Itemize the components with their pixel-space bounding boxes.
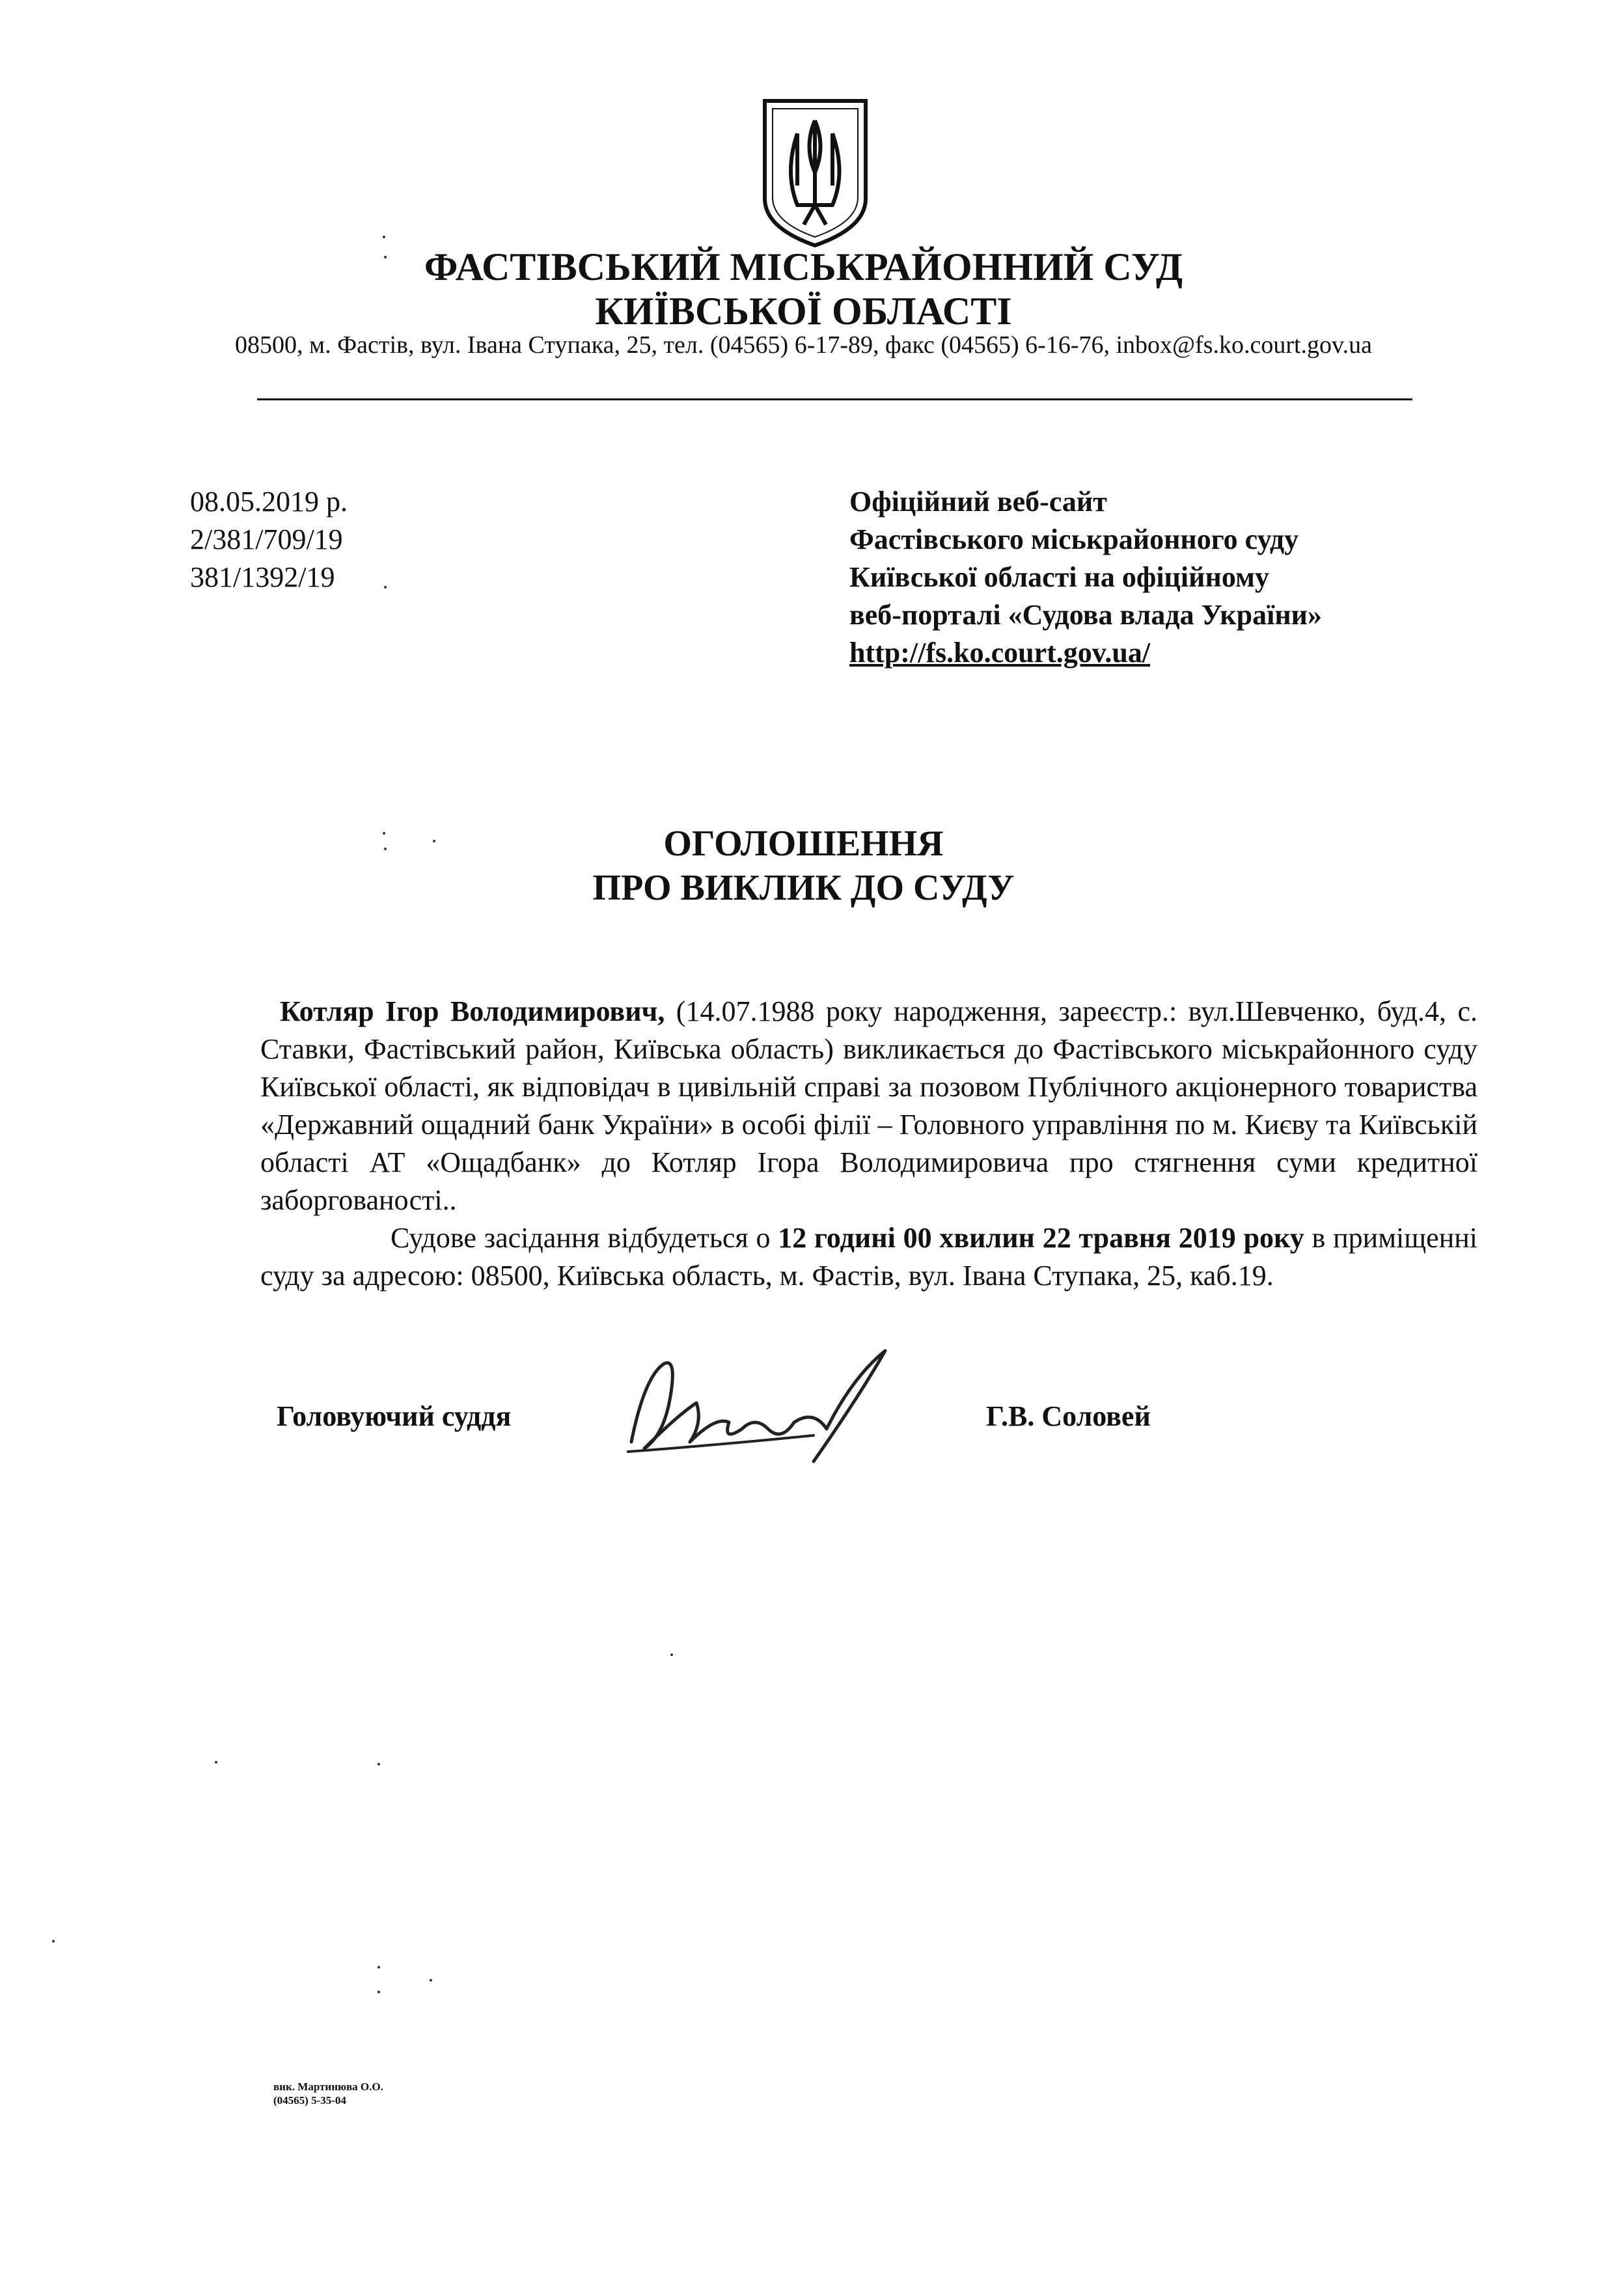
document-meta [190, 483, 348, 596]
recipient-block [849, 483, 1322, 672]
scan-speck [383, 832, 385, 835]
header-divider [257, 398, 1412, 400]
handwritten-signature [618, 1338, 898, 1468]
body-paragraph-2 [260, 1219, 1477, 1295]
judge-title: Головуючий суддя [277, 1400, 512, 1432]
court-name-line2: КИЇВСЬКОЇ ОБЛАСТІ [595, 290, 1012, 333]
defendant-name: Котляр Ігор Володимирович, [280, 995, 665, 1027]
body-paragraph-2-start: Судове засідання відбудеться о [391, 1222, 778, 1254]
scan-speck [384, 256, 387, 258]
recipient-line-2: Фастівського міськрайонного суду [849, 523, 1299, 555]
body-paragraph-1-text: (14.07.1988 року народження, зареєстр.: вул.Шевченко, буд.4, с. Ставки, Фастівський район, Київська область) викликається до Фастівського міськрайонного суду Київської області, як відповідач в цивільній справі за позовом Публічного акціонерного товариства «Державний ощадний банк України» в особі філії – Головного управління по м. Києву та Київській області АТ «Ощадбанк» до Котляр Ігора Володимировича про стягнення суми кредитної заборгованості.. [260, 995, 1478, 1216]
court-name-line1: ФАСТІВСЬКИЙ МІСЬКРАЙОННИЙ СУД [424, 245, 1183, 288]
scan-speck [383, 236, 385, 238]
scan-speck [384, 586, 387, 588]
recipient-line-1: Офіційний веб-сайт [849, 486, 1107, 518]
tryzub-coat-of-arms-icon [758, 94, 872, 251]
scan-speck [215, 1761, 217, 1763]
body-paragraph-1 [260, 993, 1477, 1219]
document-date: 08.05.2019 р. [190, 486, 348, 518]
announcement-title-line2: ПРО ВИКЛИК ДО СУДУ [592, 868, 1015, 908]
recipient-line-4: веб-порталі «Судова влада України» [849, 599, 1323, 631]
hearing-time: 12 годині 00 хвилин 22 травня 2019 року [778, 1222, 1304, 1254]
announcement-body [260, 993, 1477, 1295]
recipient-url-link[interactable]: http://fs.ko.court.gov.ua/ [849, 637, 1151, 669]
scan-speck [433, 840, 435, 842]
scan-speck [52, 1940, 55, 1943]
judge-name: Г.В. Соловей [986, 1400, 1151, 1432]
scan-speck [378, 1763, 380, 1765]
scan-speck [384, 848, 387, 850]
scan-speck [430, 1979, 432, 1982]
executor-name: вик. Мартинюва О.О. [273, 2081, 383, 2093]
reference-number-1: 2/381/709/19 [190, 523, 343, 555]
executor-phone: (04565) 5-35-04 [273, 2094, 346, 2107]
recipient-line-3: Київської області на офіційному [849, 561, 1269, 593]
scan-speck [670, 1653, 673, 1656]
court-address: 08500, м. Фастів, вул. Івана Ступака, 25, тел. (04565) 6-17-89, факс (04565) 6-16-76, inbox@fs.ko.court.gov.ua [235, 331, 1372, 359]
body-paragraph-2-text: в приміщенні суду за адресою: 08500, Київська область, м. Фастів, вул. Івана Ступака, 25, каб.19. [260, 1222, 1478, 1292]
executor-note [273, 2080, 383, 2107]
reference-number-2: 381/1392/19 [190, 561, 335, 593]
announcement-title-line1: ОГОЛОШЕННЯ [663, 823, 944, 864]
scan-speck [378, 1966, 380, 1969]
scan-speck [378, 1991, 380, 1993]
